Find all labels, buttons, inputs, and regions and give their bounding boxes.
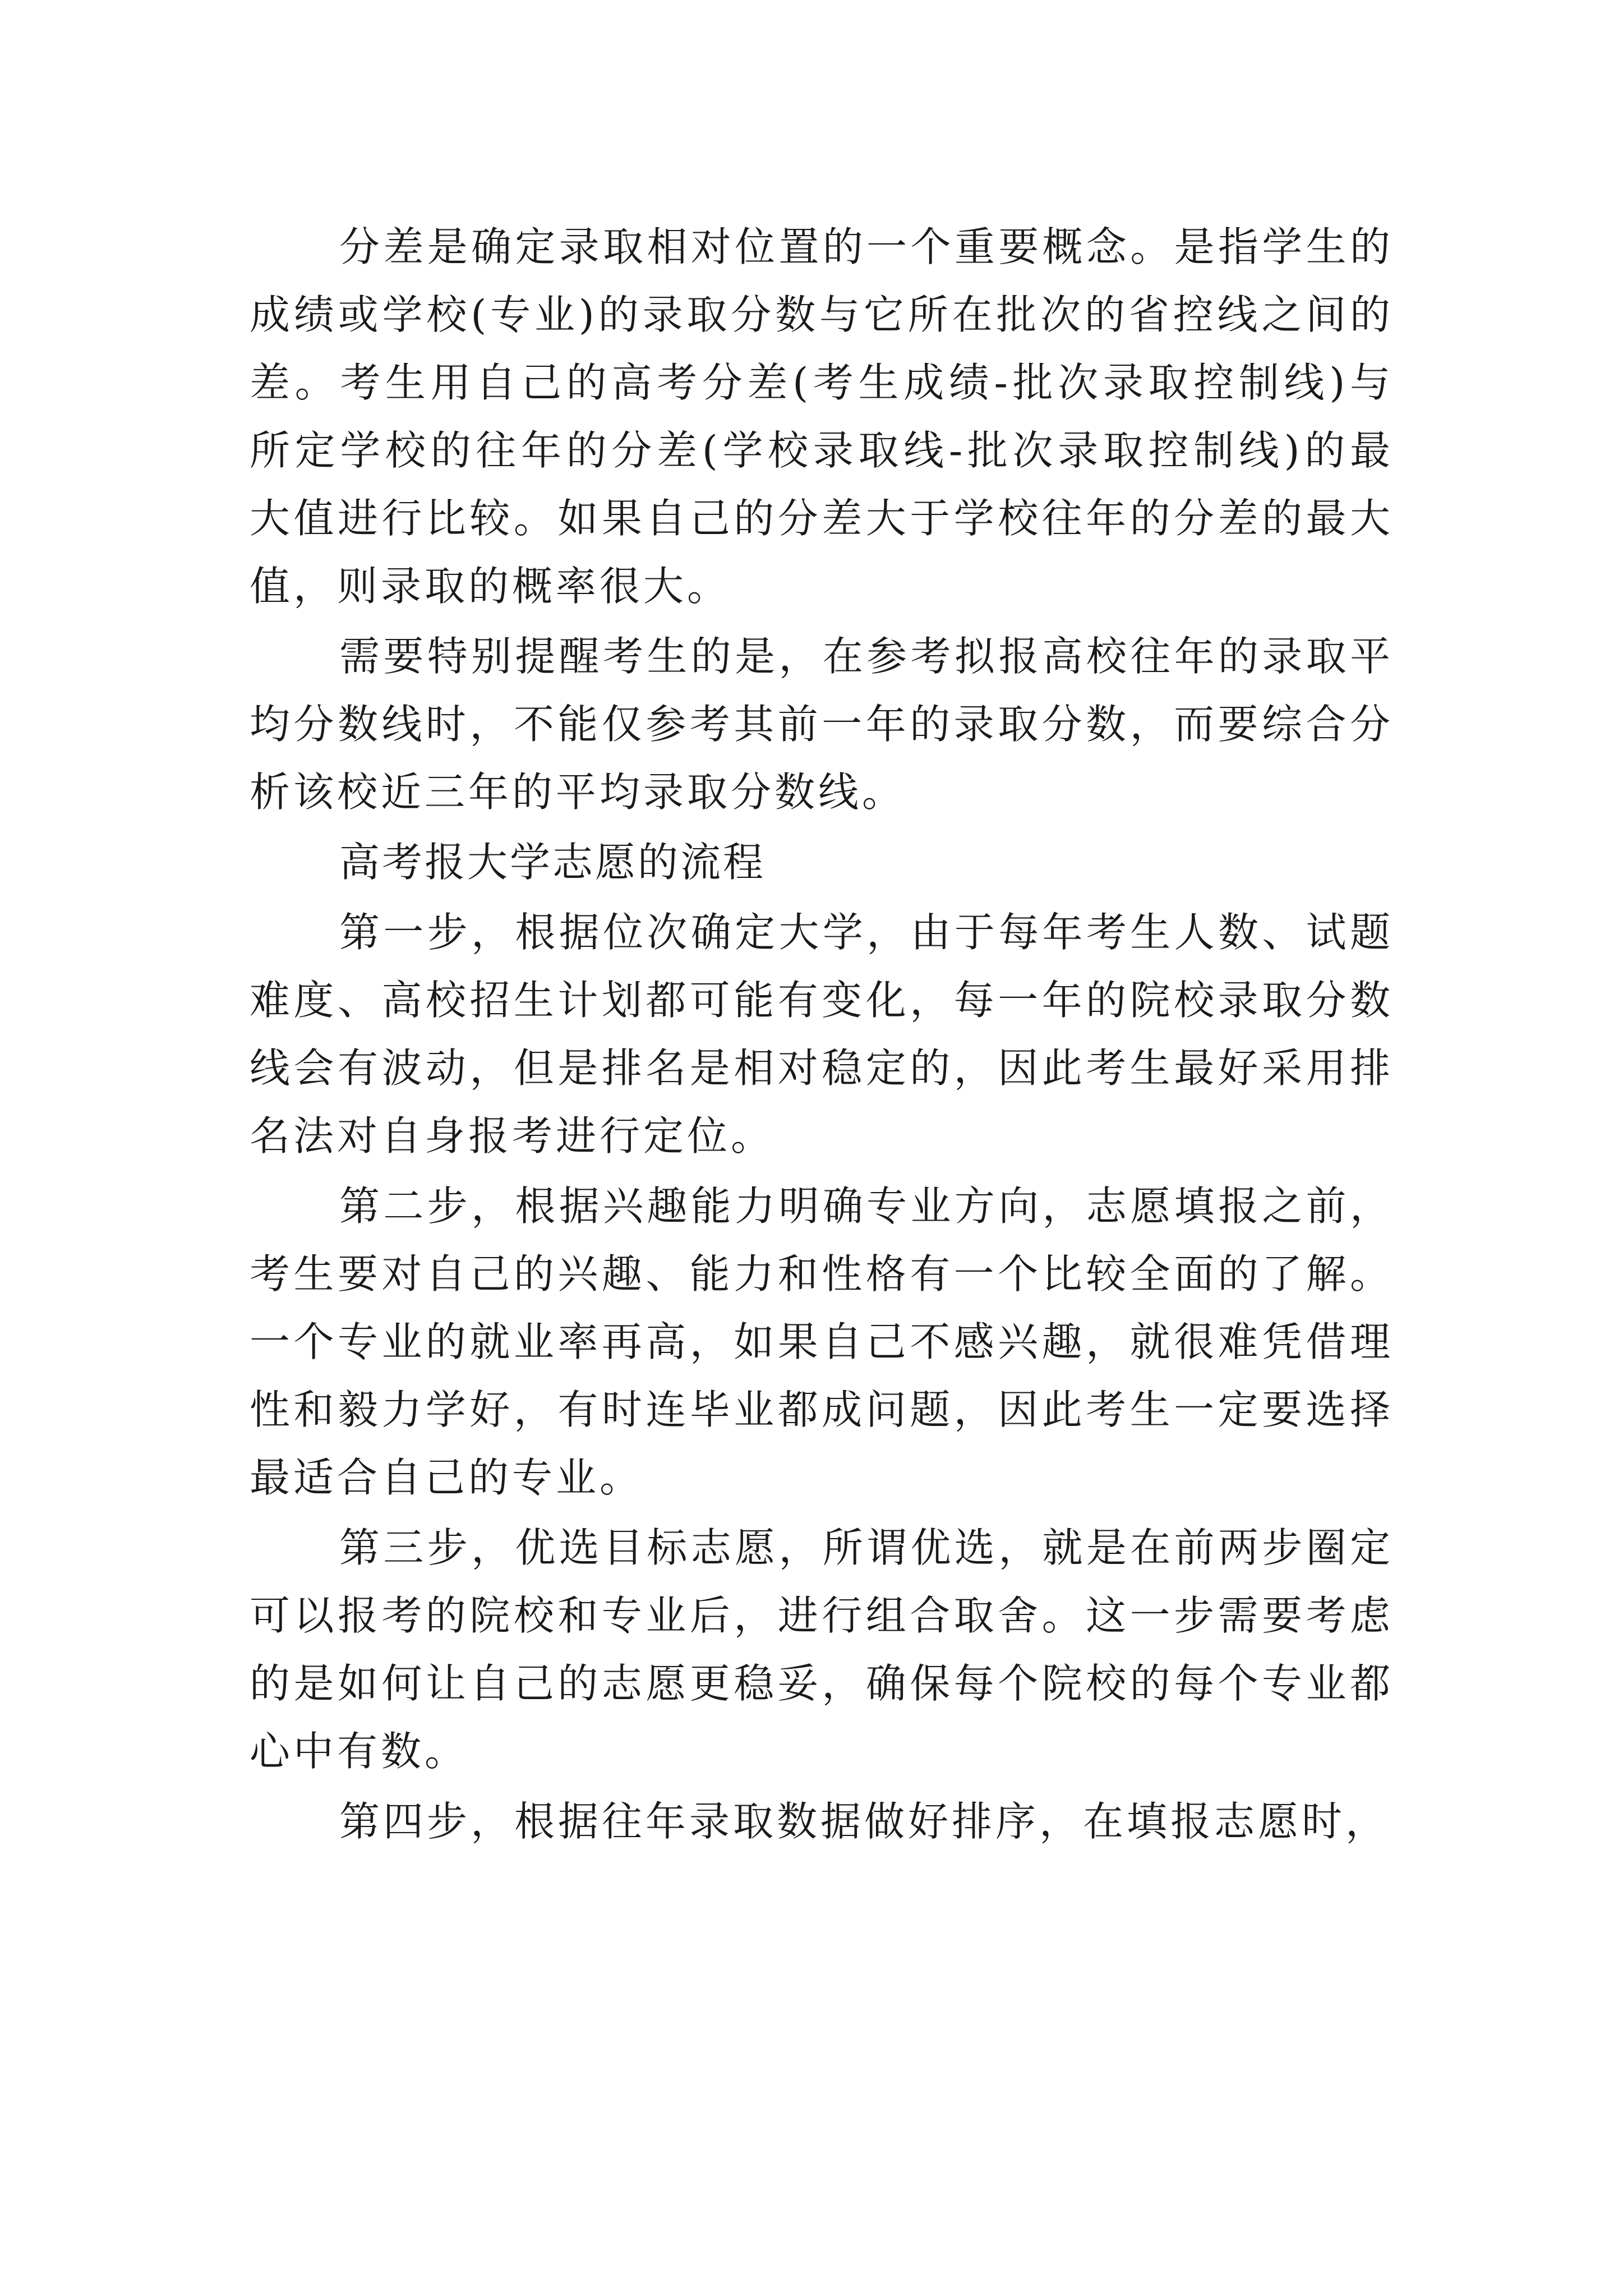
section-heading: 高考报大学志愿的流程 xyxy=(339,839,766,886)
paragraph-step-3: 第三步，优选目标志愿，所谓优选，就是在前两步圈定可以报考的院校和专业后，进行组合取舍。这一步需要考虑的是如何让自己的志愿更稳妥，确保每个院校的每个专业都心中有数。 xyxy=(250,1524,1394,1775)
paragraph-step-4: 第四步，根据往年录取数据做好排序，在填报志愿时， xyxy=(339,1798,1390,1845)
paragraph-step-1: 第一步，根据位次确定大学，由于每年考生人数、试题难度、高校招生计划都可能有变化，每一年的院校录取分数线会有波动，但是排名是相对稳定的，因此考生最好采用排名法对自身报考进行定位。 xyxy=(250,909,1394,1159)
document-body xyxy=(250,213,1394,1858)
paragraph-reminder: 需要特别提醒考生的是，在参考拟报高校往年的录取平均分数线时，不能仅参考其前一年的录取分数，而要综合分析该校近三年的平均录取分数线。 xyxy=(250,633,1394,816)
paragraph-score-difference: 分差是确定录取相对位置的一个重要概念。是指学生的成绩或学校(专业)的录取分数与它所在批次的省控线之间的差。考生用自己的高考分差(考生成绩-批次录取控制线)与所定学校的往年的分差(学校录取线-批次录取控制线)的最大值进行比较。如果自己的分差大于学校往年的分差的最大值，则录取的概率很大。 xyxy=(250,223,1394,610)
paragraph-step-2: 第二步，根据兴趣能力明确专业方向，志愿填报之前，考生要对自己的兴趣、能力和性格有一个比较全面的了解。一个专业的就业率再高，如果自己不感兴趣，就很难凭借理性和毅力学好，有时连毕业都成问题，因此考生一定要选择最适合自己的专业。 xyxy=(250,1182,1394,1501)
